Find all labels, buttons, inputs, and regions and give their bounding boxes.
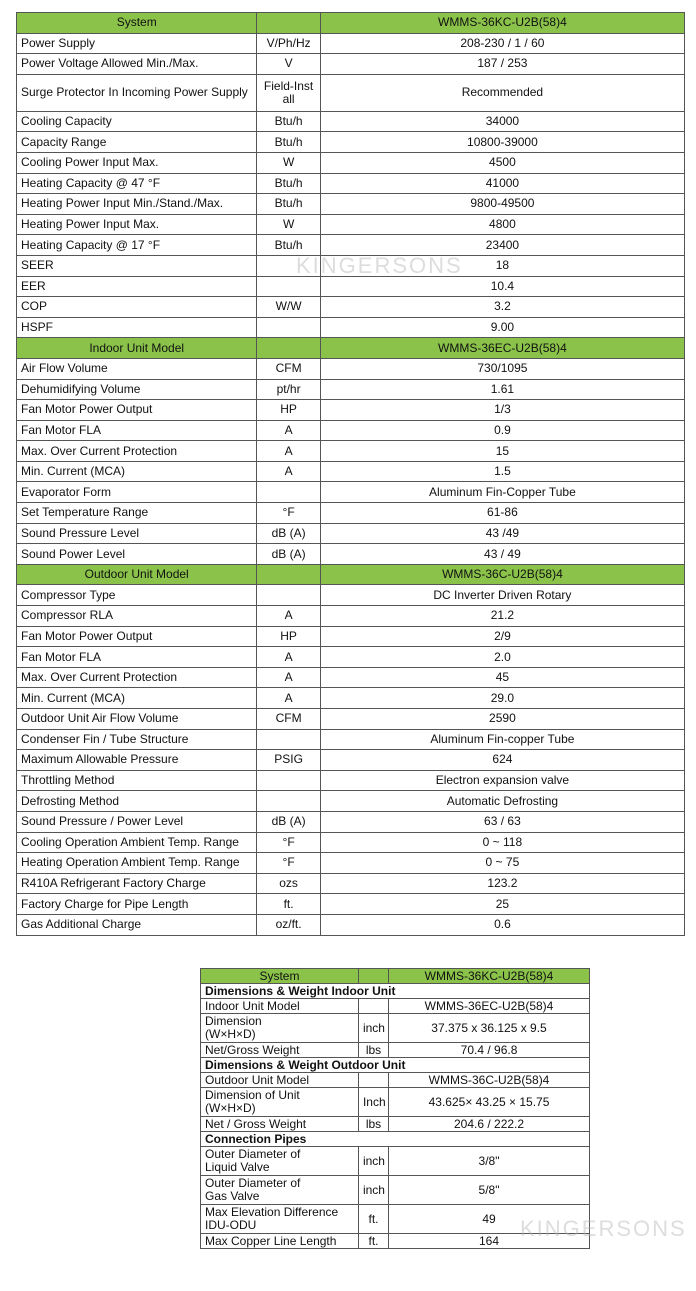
section-title: Connection Pipes xyxy=(201,1132,590,1147)
param-cell: Fan Motor FLA xyxy=(17,647,257,668)
dimension-table xyxy=(200,968,590,1249)
value-cell: 1/3 xyxy=(320,400,684,421)
value-cell: 43.625× 43.25 × 15.75 xyxy=(389,1088,590,1117)
param-cell: EER xyxy=(17,276,257,297)
param-cell: Power Voltage Allowed Min./Max. xyxy=(17,54,257,75)
value-cell: Aluminum Fin-Copper Tube xyxy=(320,482,684,503)
table-row xyxy=(17,132,685,153)
param-cell: COP xyxy=(17,297,257,318)
param-cell: SEER xyxy=(17,255,257,276)
table-row xyxy=(17,688,685,709)
param-cell: Max Copper Line Length xyxy=(201,1234,359,1249)
param-cell: Power Supply xyxy=(17,33,257,54)
param-cell: Heating Capacity @ 47 °F xyxy=(17,173,257,194)
unit-cell: CFM xyxy=(257,709,320,730)
table-row xyxy=(17,626,685,647)
unit-cell: °F xyxy=(257,503,320,524)
unit-cell: HP xyxy=(257,400,320,421)
table-row xyxy=(17,461,685,482)
unit-cell: W xyxy=(257,214,320,235)
unit-cell xyxy=(257,482,320,503)
value-cell: Recommended xyxy=(320,74,684,111)
value-cell: 164 xyxy=(389,1234,590,1249)
table-row xyxy=(17,791,685,812)
value-cell: 43 / 49 xyxy=(320,544,684,565)
value-cell: 15 xyxy=(320,441,684,462)
param-cell: Dimension (W×H×D) xyxy=(201,1014,359,1043)
unit-cell: ft. xyxy=(257,894,320,915)
value-cell: Aluminum Fin-copper Tube xyxy=(320,729,684,750)
table-row xyxy=(17,194,685,215)
param-cell: Outdoor Unit Air Flow Volume xyxy=(17,709,257,730)
unit-cell: ft. xyxy=(358,1234,388,1249)
unit-cell xyxy=(257,585,320,606)
unit-cell: inch xyxy=(358,1147,388,1176)
watermark: KINGERSONS xyxy=(520,1216,687,1241)
value-cell: WMMS-36C-U2B(58)4 xyxy=(389,1073,590,1088)
unit-cell: dB (A) xyxy=(257,523,320,544)
param-cell: HSPF xyxy=(17,317,257,338)
table-row xyxy=(17,317,685,338)
table-row xyxy=(201,1117,590,1132)
table-row xyxy=(17,647,685,668)
unit-cell: lbs xyxy=(358,1043,388,1058)
param-cell: Capacity Range xyxy=(17,132,257,153)
value-cell: 2/9 xyxy=(320,626,684,647)
value-cell: WMMS-36EC-U2B(58)4 xyxy=(389,999,590,1014)
unit-cell: ozs xyxy=(257,873,320,894)
unit-cell: oz/ft. xyxy=(257,914,320,935)
unit-cell: A xyxy=(257,461,320,482)
section-row xyxy=(201,984,590,999)
param-cell: R410A Refrigerant Factory Charge xyxy=(17,873,257,894)
table-row xyxy=(201,1014,590,1043)
param-cell: Maximum Allowable Pressure xyxy=(17,750,257,771)
unit-cell: A xyxy=(257,667,320,688)
unit-cell: Field-Install xyxy=(257,74,320,111)
table-row xyxy=(17,358,685,379)
unit-cell: W xyxy=(257,152,320,173)
unit-cell: CFM xyxy=(257,358,320,379)
table-row xyxy=(17,74,685,111)
value-cell: 208-230 / 1 / 60 xyxy=(320,33,684,54)
param-cell: Max. Over Current Protection xyxy=(17,441,257,462)
value-cell: 187 / 253 xyxy=(320,54,684,75)
table-row xyxy=(201,1147,590,1176)
value-cell: Automatic Defrosting xyxy=(320,791,684,812)
param-cell: Air Flow Volume xyxy=(17,358,257,379)
unit-cell xyxy=(257,564,320,585)
value-cell: 45 xyxy=(320,667,684,688)
param-cell: Heating Capacity @ 17 °F xyxy=(17,235,257,256)
table-row xyxy=(17,750,685,771)
value-cell: 37.375 x 36.125 x 9.5 xyxy=(389,1014,590,1043)
unit-cell: inch xyxy=(358,1176,388,1205)
table-row xyxy=(17,709,685,730)
value-cell: Electron expansion valve xyxy=(320,770,684,791)
table-row xyxy=(17,255,685,276)
table-header-row xyxy=(17,338,685,359)
table-row xyxy=(201,1205,590,1234)
header-value-cell: WMMS-36KC-U2B(58)4 xyxy=(389,969,590,984)
value-cell: 0 ~ 118 xyxy=(320,832,684,853)
value-cell: 624 xyxy=(320,750,684,771)
table-row xyxy=(17,173,685,194)
spec-table xyxy=(16,12,685,936)
unit-cell: lbs xyxy=(358,1117,388,1132)
unit-cell: dB (A) xyxy=(257,544,320,565)
unit-cell: dB (A) xyxy=(257,811,320,832)
unit-cell xyxy=(358,1073,388,1088)
value-cell: DC Inverter Driven Rotary xyxy=(320,585,684,606)
param-cell: Factory Charge for Pipe Length xyxy=(17,894,257,915)
value-cell: 5/8" xyxy=(389,1176,590,1205)
value-cell: 730/1095 xyxy=(320,358,684,379)
section-title: Dimensions & Weight Outdoor Unit xyxy=(201,1058,590,1073)
table-row xyxy=(201,1234,590,1249)
param-cell: Cooling Operation Ambient Temp. Range xyxy=(17,832,257,853)
header-value-cell: WMMS-36KC-U2B(58)4 xyxy=(320,13,684,34)
table-row xyxy=(17,544,685,565)
param-cell: Cooling Capacity xyxy=(17,111,257,132)
value-cell: 1.61 xyxy=(320,379,684,400)
table-row xyxy=(17,894,685,915)
unit-cell: A xyxy=(257,647,320,668)
table-row xyxy=(17,729,685,750)
param-cell: Compressor RLA xyxy=(17,606,257,627)
value-cell: 2.0 xyxy=(320,647,684,668)
value-cell: 204.6 / 222.2 xyxy=(389,1117,590,1132)
unit-cell: Btu/h xyxy=(257,132,320,153)
param-cell: Min. Current (MCA) xyxy=(17,461,257,482)
value-cell: 49 xyxy=(389,1205,590,1234)
table-row xyxy=(17,441,685,462)
value-cell: 4500 xyxy=(320,152,684,173)
unit-cell: A xyxy=(257,441,320,462)
value-cell: 10.4 xyxy=(320,276,684,297)
table-row xyxy=(17,873,685,894)
unit-cell: V xyxy=(257,54,320,75)
value-cell: 23400 xyxy=(320,235,684,256)
value-cell: 123.2 xyxy=(320,873,684,894)
table-header-row xyxy=(17,13,685,34)
table-row xyxy=(201,1088,590,1117)
unit-cell xyxy=(257,729,320,750)
param-cell: Dimension of Unit (W×H×D) xyxy=(201,1088,359,1117)
param-cell: Outdoor Unit Model xyxy=(201,1073,359,1088)
table-row xyxy=(201,1176,590,1205)
unit-cell xyxy=(257,791,320,812)
table-row xyxy=(17,276,685,297)
unit-cell xyxy=(257,338,320,359)
param-cell: Net/Gross Weight xyxy=(201,1043,359,1058)
header-unit-cell xyxy=(358,969,388,984)
value-cell: 43 /49 xyxy=(320,523,684,544)
value-cell: 0 ~ 75 xyxy=(320,853,684,874)
value-cell: 10800-39000 xyxy=(320,132,684,153)
value-cell: 2590 xyxy=(320,709,684,730)
value-cell: 63 / 63 xyxy=(320,811,684,832)
value-cell: 3.2 xyxy=(320,297,684,318)
value-cell: 29.0 xyxy=(320,688,684,709)
value-cell: 61-86 xyxy=(320,503,684,524)
param-cell: Heating Power Input Min./Stand./Max. xyxy=(17,194,257,215)
table-row xyxy=(17,152,685,173)
table-row xyxy=(17,214,685,235)
param-cell: Fan Motor Power Output xyxy=(17,400,257,421)
param-cell: Max. Over Current Protection xyxy=(17,667,257,688)
table-row xyxy=(17,832,685,853)
table-row xyxy=(201,999,590,1014)
unit-cell: °F xyxy=(257,832,320,853)
param-cell: Fan Motor Power Output xyxy=(17,626,257,647)
value-cell: 4800 xyxy=(320,214,684,235)
param-cell: Defrosting Method xyxy=(17,791,257,812)
param-cell: Outer Diameter of Liquid Valve xyxy=(201,1147,359,1176)
table-row xyxy=(201,1043,590,1058)
value-cell: 34000 xyxy=(320,111,684,132)
param-cell: Sound Pressure / Power Level xyxy=(17,811,257,832)
param-cell: Throttling Method xyxy=(17,770,257,791)
value-cell: 9.00 xyxy=(320,317,684,338)
unit-cell: °F xyxy=(257,853,320,874)
param-cell: Fan Motor FLA xyxy=(17,420,257,441)
table-row xyxy=(17,297,685,318)
param-cell: Max Elevation Difference IDU-ODU xyxy=(201,1205,359,1234)
unit-cell: inch xyxy=(358,1014,388,1043)
table-header-row xyxy=(201,969,590,984)
param-cell: Cooling Power Input Max. xyxy=(17,152,257,173)
value-cell: 41000 xyxy=(320,173,684,194)
param-cell: Surge Protector In Incoming Power Supply xyxy=(17,74,257,111)
section-row xyxy=(201,1058,590,1073)
param-cell: Gas Additional Charge xyxy=(17,914,257,935)
param-cell: Heating Operation Ambient Temp. Range xyxy=(17,853,257,874)
unit-cell: Btu/h xyxy=(257,111,320,132)
param-cell: Set Temperature Range xyxy=(17,503,257,524)
table-row xyxy=(17,853,685,874)
unit-cell: A xyxy=(257,688,320,709)
param-cell: Outdoor Unit Model xyxy=(17,564,257,585)
value-cell: WMMS-36C-U2B(58)4 xyxy=(320,564,684,585)
unit-cell xyxy=(257,276,320,297)
table-row xyxy=(17,811,685,832)
unit-cell: HP xyxy=(257,626,320,647)
table-header-row xyxy=(17,564,685,585)
table-row xyxy=(17,523,685,544)
value-cell: 9800-49500 xyxy=(320,194,684,215)
unit-cell: pt/hr xyxy=(257,379,320,400)
table-row xyxy=(17,33,685,54)
table-row xyxy=(17,914,685,935)
param-cell: Indoor Unit Model xyxy=(17,338,257,359)
section-title: Dimensions & Weight Indoor Unit xyxy=(201,984,590,999)
value-cell: 25 xyxy=(320,894,684,915)
unit-cell: Btu/h xyxy=(257,194,320,215)
value-cell: 0.9 xyxy=(320,420,684,441)
unit-cell: W/W xyxy=(257,297,320,318)
unit-cell: A xyxy=(257,420,320,441)
param-cell: Condenser Fin / Tube Structure xyxy=(17,729,257,750)
table-row xyxy=(17,235,685,256)
param-cell: Min. Current (MCA) xyxy=(17,688,257,709)
table-row xyxy=(17,379,685,400)
value-cell: 3/8" xyxy=(389,1147,590,1176)
value-cell: 0.6 xyxy=(320,914,684,935)
param-cell: Compressor Type xyxy=(17,585,257,606)
table-row xyxy=(17,111,685,132)
header-unit-cell xyxy=(257,13,320,34)
param-cell: Outer Diameter of Gas Valve xyxy=(201,1176,359,1205)
unit-cell: Btu/h xyxy=(257,235,320,256)
value-cell: WMMS-36EC-U2B(58)4 xyxy=(320,338,684,359)
table-row xyxy=(17,482,685,503)
param-cell: Dehumidifying Volume xyxy=(17,379,257,400)
param-cell: Net / Gross Weight xyxy=(201,1117,359,1132)
table-row xyxy=(17,667,685,688)
value-cell: 1.5 xyxy=(320,461,684,482)
value-cell: 70.4 / 96.8 xyxy=(389,1043,590,1058)
table-row xyxy=(17,503,685,524)
watermark: KINGERSONS xyxy=(296,253,463,278)
unit-cell: A xyxy=(257,606,320,627)
table-row xyxy=(17,770,685,791)
unit-cell: Btu/h xyxy=(257,173,320,194)
table-row xyxy=(17,400,685,421)
param-cell: Sound Power Level xyxy=(17,544,257,565)
param-cell: Sound Pressure Level xyxy=(17,523,257,544)
unit-cell: ft. xyxy=(358,1205,388,1234)
section-row xyxy=(201,1132,590,1147)
unit-cell xyxy=(257,770,320,791)
table-row xyxy=(17,606,685,627)
unit-cell xyxy=(257,255,320,276)
header-param-cell: System xyxy=(201,969,359,984)
unit-cell: PSIG xyxy=(257,750,320,771)
value-cell: 21.2 xyxy=(320,606,684,627)
unit-cell xyxy=(358,999,388,1014)
unit-cell: V/Ph/Hz xyxy=(257,33,320,54)
table-row xyxy=(17,420,685,441)
param-cell: Heating Power Input Max. xyxy=(17,214,257,235)
header-param-cell: System xyxy=(17,13,257,34)
param-cell: Indoor Unit Model xyxy=(201,999,359,1014)
unit-cell: Inch xyxy=(358,1088,388,1117)
param-cell: Evaporator Form xyxy=(17,482,257,503)
table-row xyxy=(201,1073,590,1088)
unit-cell xyxy=(257,317,320,338)
table-row xyxy=(17,585,685,606)
table-row xyxy=(17,54,685,75)
value-cell: 18 xyxy=(320,255,684,276)
